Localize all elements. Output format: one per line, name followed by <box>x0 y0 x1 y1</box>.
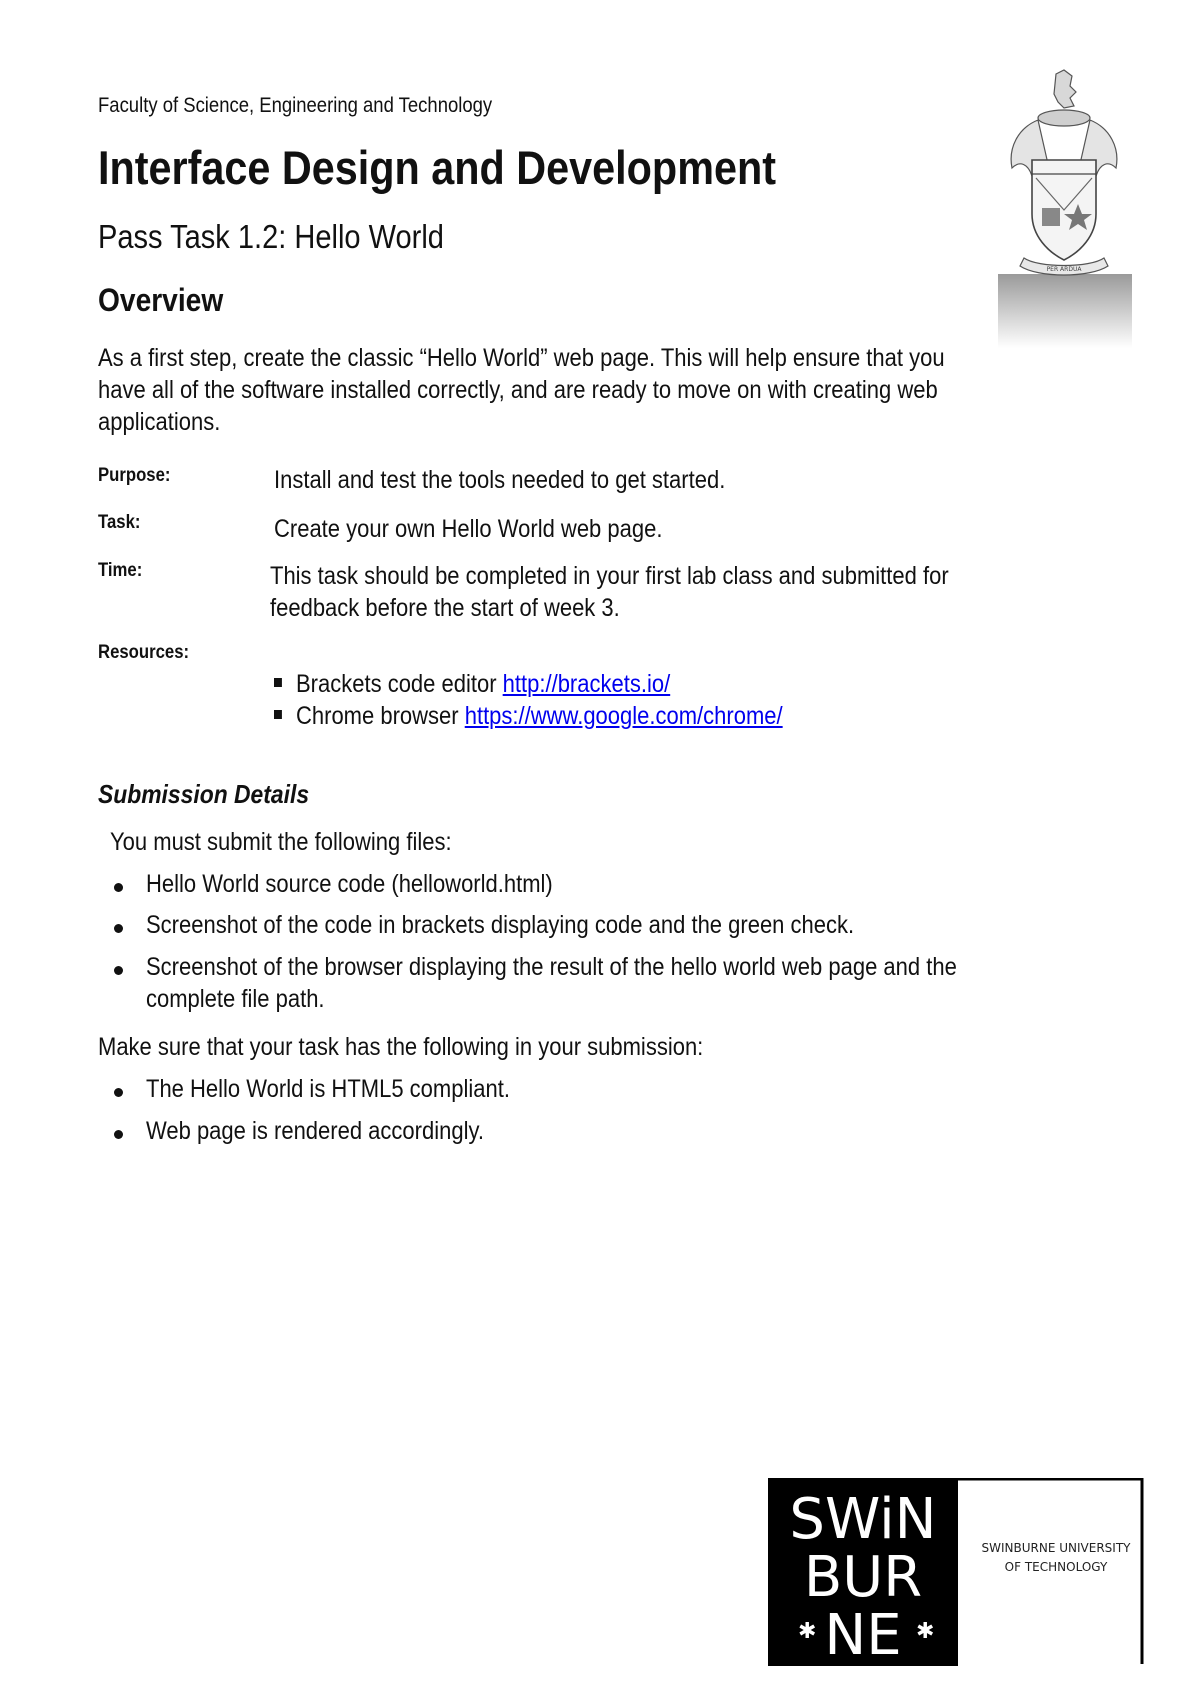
time-label: Time: <box>98 560 143 581</box>
overview-heading: Overview <box>98 282 224 318</box>
time-value-line: This task should be completed in your first lab class and submitted for <box>270 562 949 590</box>
brackets-link[interactable]: http://brackets.io/ <box>502 670 671 698</box>
square-bullet-icon <box>274 710 282 719</box>
logo-star-icon: ✱ <box>916 1619 935 1644</box>
page-title: Interface Design and Development <box>98 141 777 194</box>
overview-line: As a first step, create the classic “Hello World” web page. This will help ensure that you <box>98 344 945 372</box>
square-bullet-icon <box>274 678 282 687</box>
bullet-icon <box>114 1088 123 1097</box>
crest-motto: PER ARDUA <box>1046 266 1082 273</box>
checklist-intro: Make sure that your task has the following in your submission: <box>98 1033 704 1061</box>
time-value-line: feedback before the start of week 3. <box>270 594 620 622</box>
logo-wordmark-line: SWiN <box>789 1487 937 1552</box>
logo-wordmark-line: BUR <box>803 1545 923 1610</box>
bullet-icon <box>114 1130 123 1139</box>
resource-text: Brackets code editor <box>296 670 503 698</box>
logo-university-line: SWINBURNE UNIVERSITY <box>981 1541 1131 1555</box>
resource-item <box>274 670 670 699</box>
resource-text: Chrome browser <box>296 702 465 730</box>
purpose-value: Install and test the tools needed to get started. <box>274 466 726 494</box>
overview-line: applications. <box>98 408 221 436</box>
submission-file-item: Screenshot of the browser displaying the result of the hello world web page and the <box>146 953 957 981</box>
submission-file-item: Hello World source code (helloworld.html) <box>146 870 553 898</box>
faculty-line: Faculty of Science, Engineering and Technology <box>98 94 493 117</box>
logo-star-icon: ✱ <box>798 1619 817 1644</box>
resources-label: Resources: <box>98 642 190 663</box>
chrome-link[interactable]: https://www.google.com/chrome/ <box>464 702 783 730</box>
resource-item <box>274 702 783 731</box>
submission-file-item: Screenshot of the code in brackets displaying code and the green check. <box>146 911 855 939</box>
university-crest <box>998 68 1132 348</box>
task-label: Task: <box>98 512 141 533</box>
task-value: Create your own Hello World web page. <box>274 515 663 543</box>
logo-wordmark-line: NE <box>824 1603 902 1666</box>
task-subtitle: Pass Task 1.2: Hello World <box>98 218 444 255</box>
bullet-icon <box>114 966 123 975</box>
submission-heading: Submission Details <box>98 779 310 809</box>
overview-line: have all of the software installed correctly, and are ready to move on with creating web <box>98 376 938 404</box>
submission-file-item-continued: complete file path. <box>146 985 325 1013</box>
logo-university-line: OF TECHNOLOGY <box>1004 1560 1108 1574</box>
checklist-item: Web page is rendered accordingly. <box>146 1117 484 1145</box>
bullet-icon <box>114 883 123 892</box>
purpose-label: Purpose: <box>98 465 171 486</box>
swinburne-logo <box>768 1478 1146 1666</box>
bullet-icon <box>114 924 123 933</box>
submission-intro: You must submit the following files: <box>110 828 452 856</box>
checklist-item: The Hello World is HTML5 compliant. <box>146 1075 510 1103</box>
